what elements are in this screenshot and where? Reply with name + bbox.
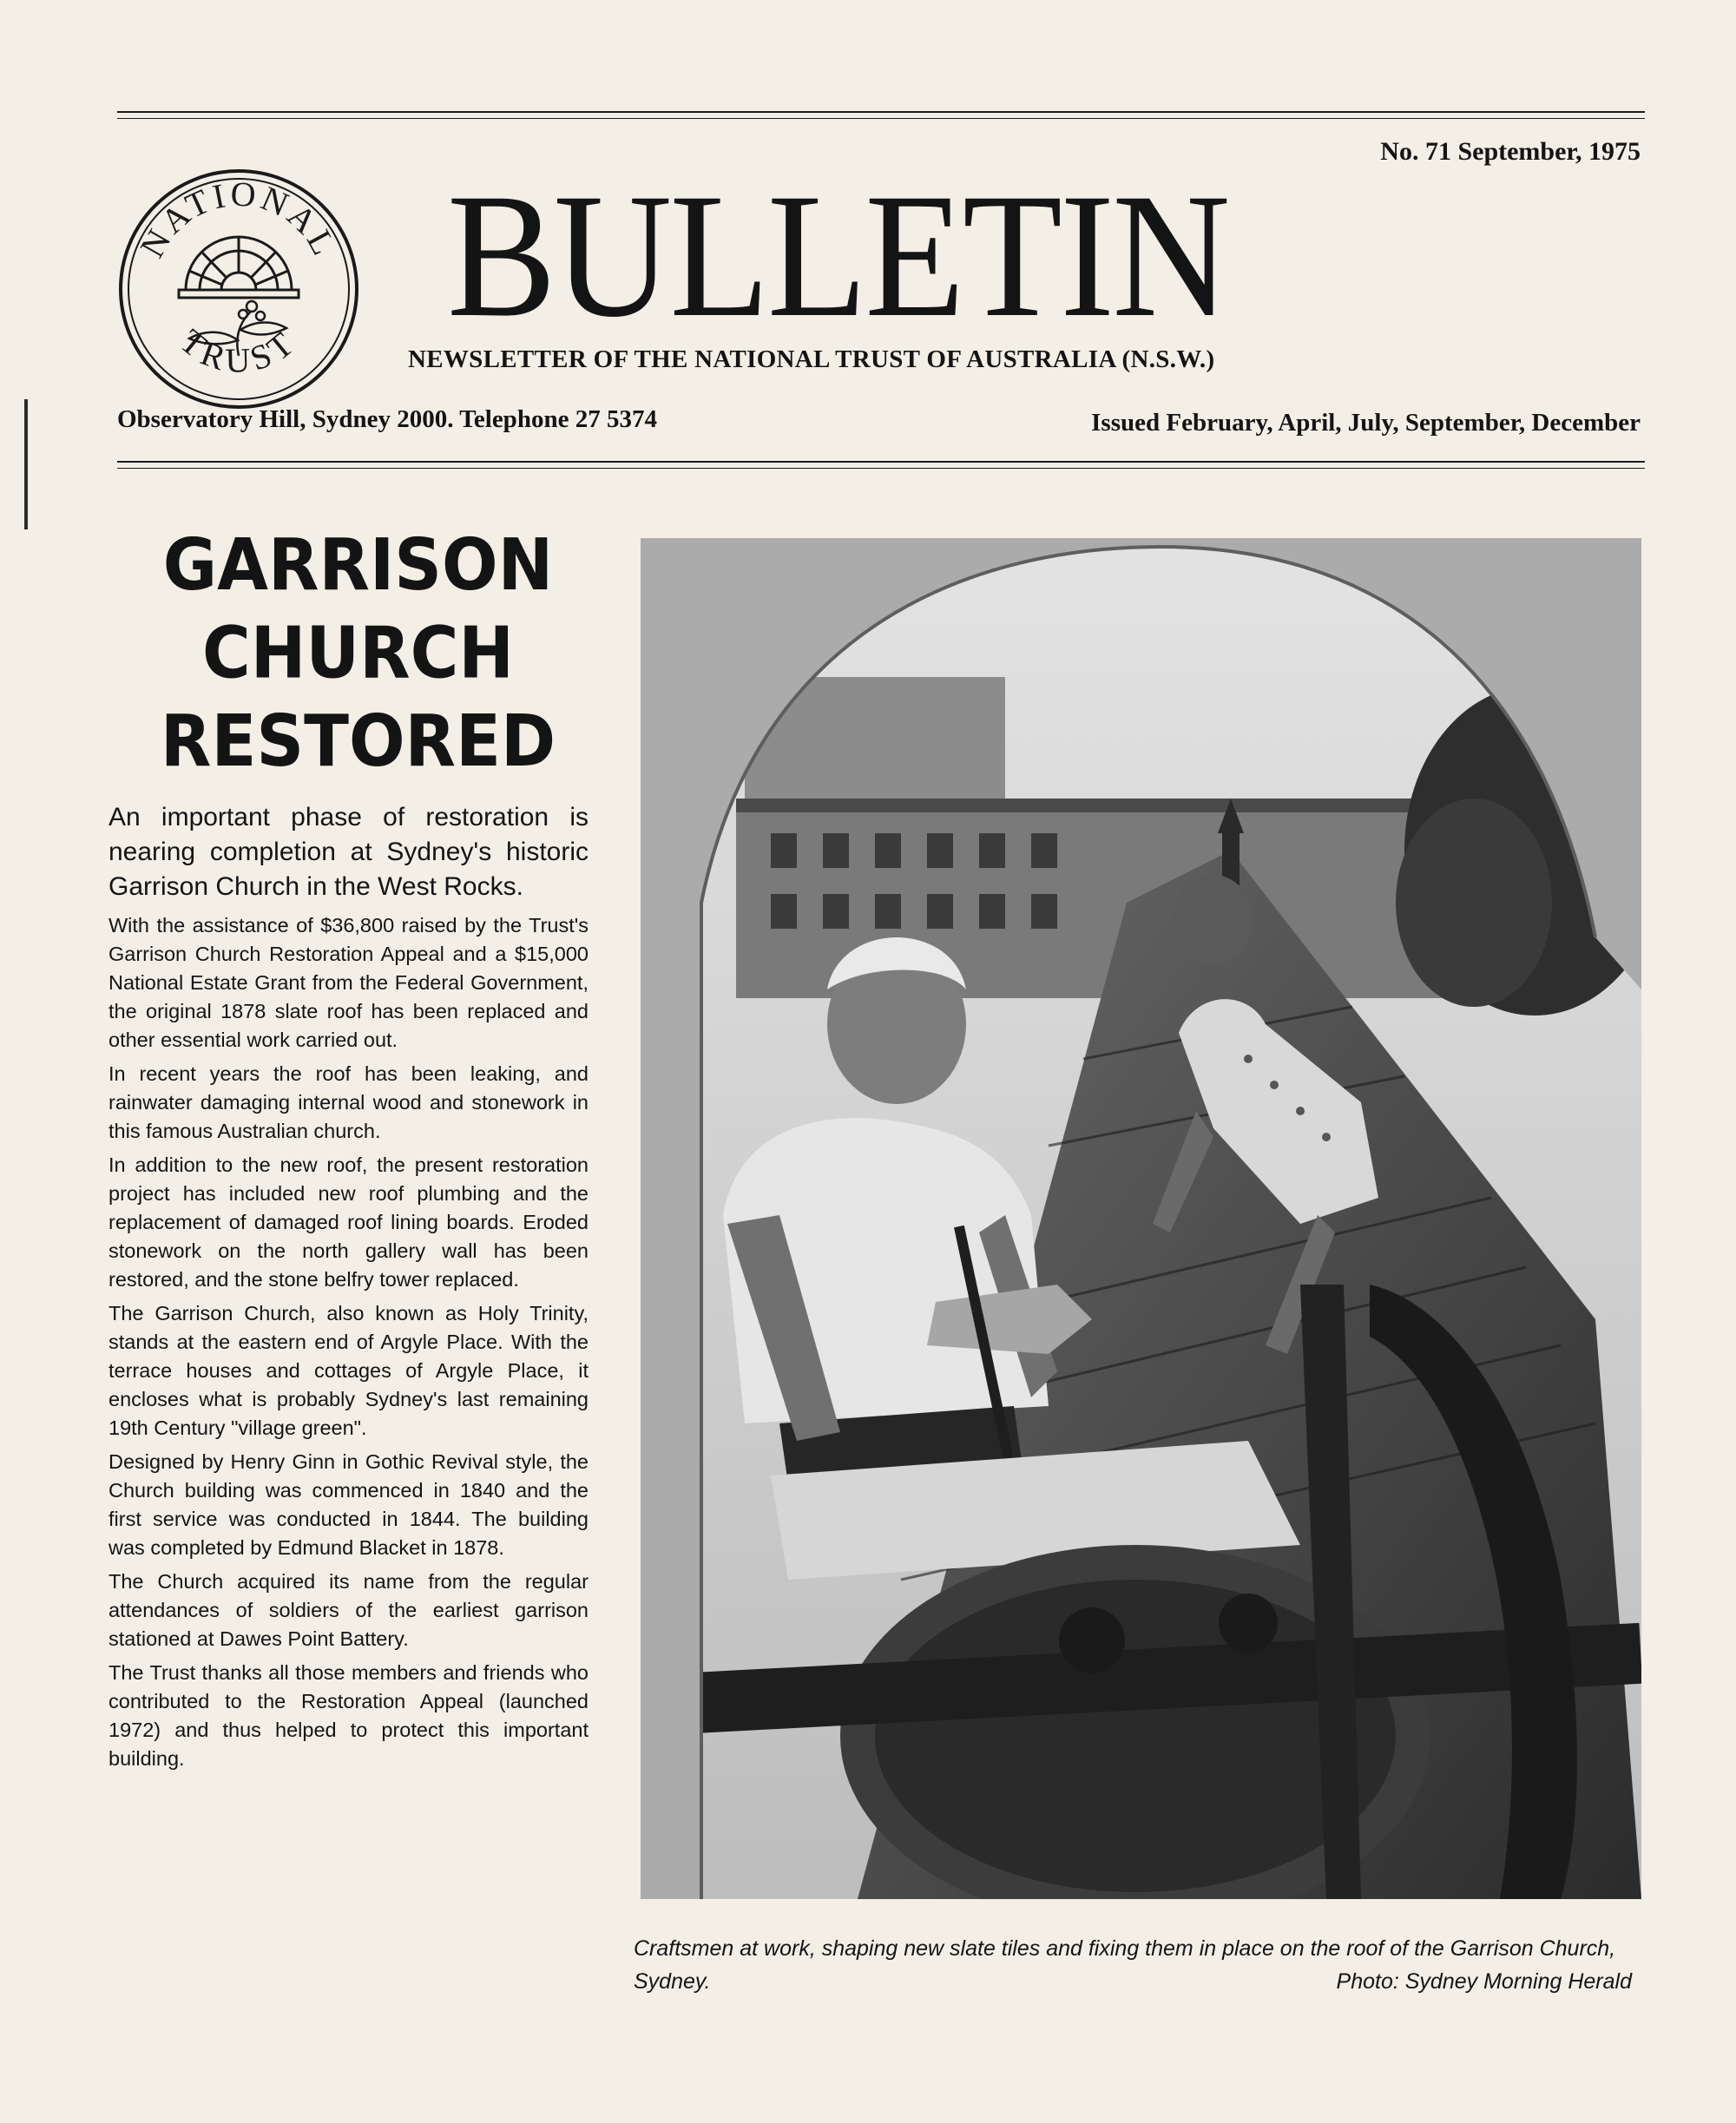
top-rule [117, 111, 1645, 113]
svg-text:NATIONAL: NATIONAL [132, 174, 345, 265]
church-roof-photo [641, 538, 1641, 1899]
masthead-rule-thin [117, 468, 1645, 469]
headline-line: GARRISON [162, 523, 554, 607]
issue-schedule: Issued February, April, July, September, December [1091, 409, 1641, 437]
article-body [108, 800, 589, 1778]
article-paragraph: In addition to the new roof, the present restoration project has included new roof plumbing and the replacement of damaged roof lining boards. Eroded stonework on the north gallery wall has been restored, and the stone belfry tower replaced. [108, 1154, 589, 1291]
photo-caption [634, 1932, 1632, 1998]
article-paragraph: In recent years the roof has been leaking, and rainwater damaging internal wood and stonework in this famous Australian church. [108, 1062, 589, 1142]
article-lead: An important phase of restoration is nearing completion at Sydney's historic Garrison Church in the West Rocks. [108, 803, 589, 901]
fanlight-icon [179, 237, 299, 298]
article-headline [117, 521, 599, 785]
headline-line: RESTORED [160, 699, 556, 783]
photo-credit: Photo: Sydney Morning Herald [1336, 1969, 1632, 1994]
masthead-subtitle: NEWSLETTER OF THE NATIONAL TRUST OF AUSTRALIA (N.S.W.) [408, 345, 1215, 373]
top-rule-thin [117, 118, 1645, 119]
masthead-rule [117, 461, 1645, 463]
page-edge-mark [24, 399, 28, 529]
caption-text: Craftsmen at work, shaping new slate tiles and fixing them in place on the roof of the Garrison Church, Sydney. [634, 1936, 1616, 1994]
article-paragraph: With the assistance of $36,800 raised by the Trust's Garrison Church Restoration Appeal and a $15,000 National Estate Grant from the Federal Government, the original 1878 slate roof has been replaced and other essential work carried out. [108, 914, 589, 1051]
masthead-title: BULLETIN [447, 157, 1228, 354]
headline-line: CHURCH [202, 610, 514, 694]
article-paragraph: The Trust thanks all those members and friends who contributed to the Restoration Appeal (launched 1972) and thus helped to protect this important building. [108, 1661, 589, 1770]
national-trust-logo [116, 167, 361, 411]
issue-number: No. 71 September, 1975 [1380, 137, 1641, 166]
article-paragraph: Designed by Henry Ginn in Gothic Revival style, the Church building was commenced in 1840 and the first service was conducted in 1844. The building was completed by Edmund Blacket in 1878. [108, 1450, 589, 1559]
article-paragraph: The Garrison Church, also known as Holy Trinity, stands at the eastern end of Argyle Place. With the terrace houses and cottages of Argyle Place, it encloses what is probably Sydney's last remaining 19th Century "village green". [108, 1302, 589, 1439]
svg-text:TRUST: TRUST [173, 321, 305, 380]
article-paragraph: The Church acquired its name from the regular attendances of soldiers of the earliest garrison stationed at Dawes Point Battery. [108, 1570, 589, 1650]
address-line: Observatory Hill, Sydney 2000. Telephone 27 5374 [117, 405, 657, 433]
